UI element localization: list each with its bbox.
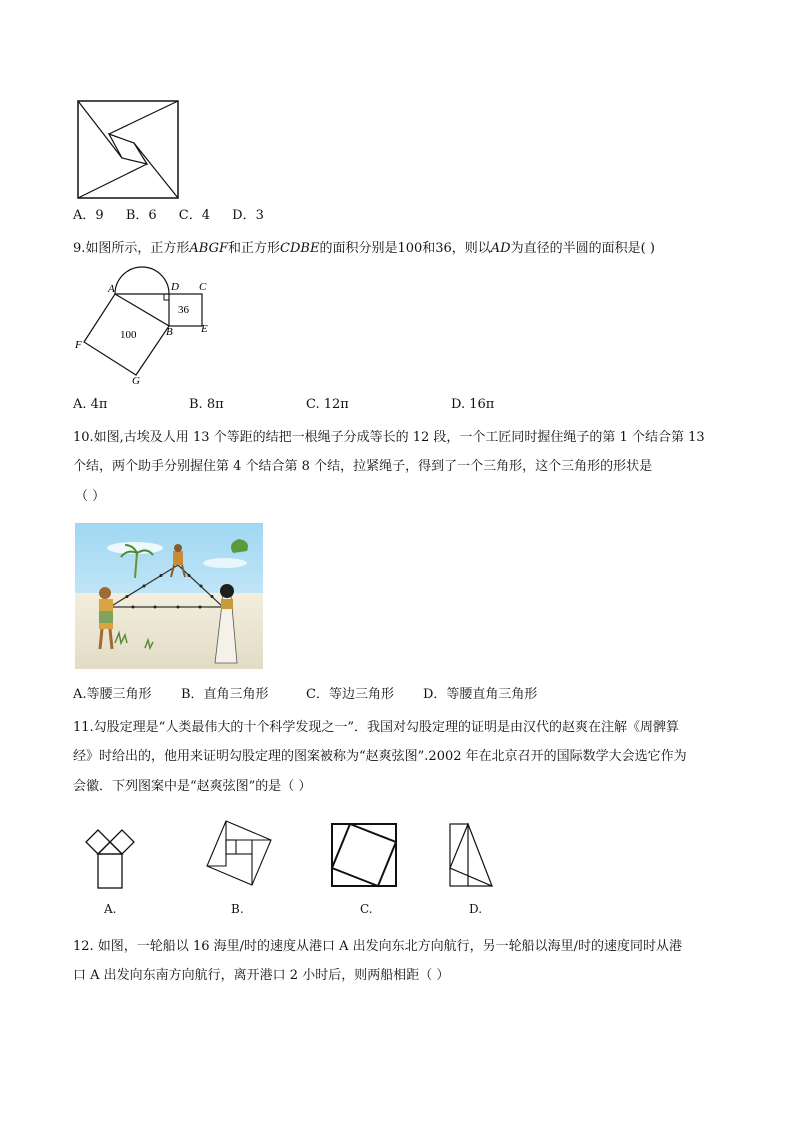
q11-line-2: 经》时给出的，他用来证明勾股定理的图案被称为“赵爽弦图”.2002 年在北京召开的国际数学大会选它作为 (73, 749, 687, 764)
q12-line-1: 12. 如图，一轮船以 16 海里/时的速度从港口 A 出发向东北方向航行，另一轮船以海里/时的速度同时从港 (73, 939, 683, 954)
q10-line-3: （ ） (75, 489, 106, 504)
q9-option-c[interactable]: C. 12π (306, 397, 349, 412)
q11-figure-a[interactable] (80, 818, 140, 890)
q11-option-label-b[interactable]: B. (231, 902, 244, 916)
q10-option-a[interactable]: A.等腰三角形 (73, 687, 152, 702)
q9-label-c: C (199, 281, 207, 293)
q9-area-large: 100 (120, 329, 137, 341)
q9-label-g: G (132, 375, 140, 387)
q11-figure-d[interactable] (448, 822, 496, 888)
q9-squares-figure (70, 262, 220, 392)
q10-line-2: 个结，两个助手分别握住第 4 个结合第 8 个结，拉紧绳子，得到了一个三角形，这个三角形的形状是 (73, 459, 653, 474)
q11-option-label-c[interactable]: C. (360, 902, 373, 916)
q12-line-2: 口 A 出发向东南方向航行，离开港口 2 小时后，则两船相距（ ） (73, 968, 450, 983)
q8-option-c[interactable]: C．4 (178, 208, 210, 223)
q11-figure-b[interactable] (206, 820, 272, 886)
q11-figure-c[interactable] (330, 822, 398, 888)
q8-pinwheel-figure (77, 100, 179, 200)
q10-egypt-rope-illustration (75, 523, 263, 669)
q10-option-c[interactable]: C．等边三角形 (306, 687, 394, 702)
q10-line-1: 10.如图,古埃及人用 13 个等距的结把一根绳子分成等长的 12 段，一个工匠同时握住绳子的第 1 个结合第 13 (73, 430, 705, 445)
q9-label-a: A (108, 283, 115, 295)
q9-question: 9.如图所示，正方形ABGF和正方形CDBE的面积分别是100和36，则以AD为直径的半圆的面积是( ) (73, 241, 655, 256)
q9-label-d: D (171, 281, 179, 293)
q9-option-d[interactable]: D. 16π (451, 397, 495, 412)
q9-option-a[interactable]: A. 4π (73, 397, 108, 412)
q11-option-label-d[interactable]: D. (469, 902, 483, 916)
q10-option-d[interactable]: D．等腰直角三角形 (423, 687, 538, 702)
q8-option-a[interactable]: A．9 (73, 208, 104, 223)
q9-label-b: B (166, 326, 173, 338)
q8-options (73, 207, 264, 225)
q8-option-b[interactable]: B．6 (125, 208, 157, 223)
q9-label-f: F (75, 339, 82, 351)
q10-option-b[interactable]: B．直角三角形 (181, 687, 269, 702)
q11-line-1: 11.勾股定理是“人类最伟大的十个科学发现之一”．我国对勾股定理的证明是由汉代的赵爽在注解《周髀算 (73, 720, 679, 735)
q9-option-b[interactable]: B. 8π (189, 397, 224, 412)
q9-area-small: 36 (178, 304, 189, 316)
q11-line-3: 会徽．下列图案中是“赵爽弦图”的是（ ） (73, 779, 312, 794)
q8-option-d[interactable]: D．3 (232, 208, 264, 223)
q9-label-e: E (201, 323, 208, 335)
q11-option-label-a[interactable]: A. (104, 902, 117, 916)
